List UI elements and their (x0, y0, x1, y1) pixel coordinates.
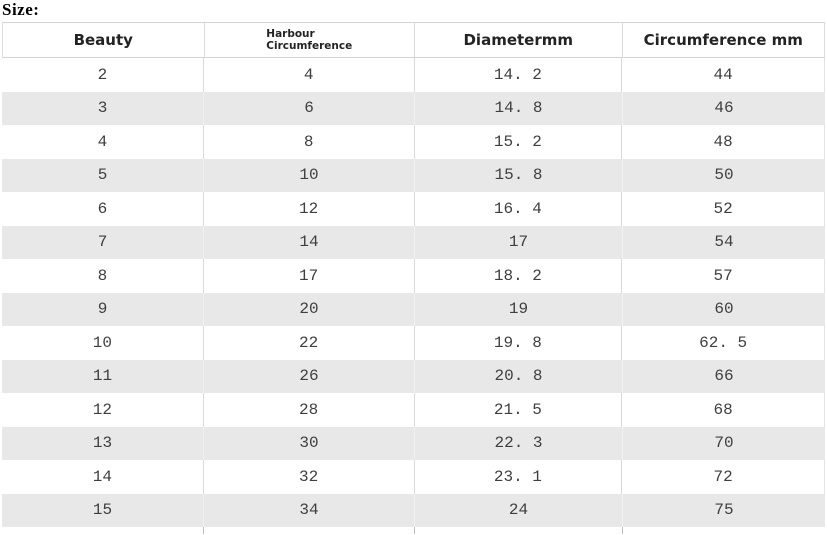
table-cell-harbour: 8 (203, 125, 414, 159)
table-cell-harbour: 34 (203, 494, 414, 528)
table-cell-circumference: 66 (622, 360, 825, 394)
table-cell-beauty: 4 (97, 132, 108, 151)
column-header-harbour-line1: Harbour (266, 28, 315, 40)
table-cell-harbour: 26 (203, 360, 414, 394)
table-cell-diameter: 20. 8 (414, 360, 622, 394)
table-row (2, 125, 825, 159)
table-cell-circumference: 48 (621, 125, 824, 159)
column-header-harbour-circumference (204, 23, 414, 57)
table-row (2, 460, 825, 494)
table-cell-beauty (2, 527, 203, 534)
table-row (2, 226, 825, 260)
table-cell-harbour: 4 (203, 58, 414, 92)
table-row (2, 259, 825, 293)
table-row (2, 293, 825, 327)
table-cell-harbour: 17 (203, 259, 414, 293)
table-cell-circumference: 57 (621, 259, 824, 293)
table-cell-diameter: 21. 5 (414, 393, 622, 427)
table-cell-circumference: 44 (621, 58, 824, 92)
table-cell-diameter: 24 (414, 494, 622, 528)
table-cell-circumference: 68 (621, 393, 824, 427)
column-header-diameter: Diametermm (414, 23, 622, 57)
table-cell-harbour: 28 (203, 393, 414, 427)
table-cell-harbour: 14 (203, 226, 414, 260)
table-row (2, 326, 825, 360)
table-cell-beauty: 7 (97, 233, 108, 252)
table-cell-circumference: 72 (621, 460, 824, 494)
table-cell-diameter: 19. 8 (414, 326, 622, 360)
column-header-beauty: Beauty (73, 31, 133, 49)
table-cell-circumference: 54 (622, 226, 825, 260)
table-cell-diameter: 23. 1 (414, 460, 622, 494)
table-cell-beauty: 8 (97, 266, 108, 285)
table-cell-beauty: 3 (97, 99, 108, 118)
table-row (2, 494, 825, 528)
table-cell-circumference: 70 (622, 427, 825, 461)
table-cell-circumference (622, 527, 825, 534)
table-cell-diameter: 17 (414, 226, 622, 260)
table-row (2, 58, 825, 92)
table-cell-harbour: 6 (203, 92, 414, 126)
table-cell-circumference: 62. 5 (621, 326, 824, 360)
table-cell-diameter: 16. 4 (414, 192, 622, 226)
table-row (2, 360, 825, 394)
table-cell-harbour: 12 (203, 192, 414, 226)
column-header-harbour-text (266, 28, 352, 52)
table-cell-harbour: 10 (203, 159, 414, 193)
table-cell-circumference: 75 (622, 494, 825, 528)
table-cell-beauty: 13 (92, 434, 113, 453)
table-cell-beauty: 10 (92, 333, 112, 352)
table-cell-diameter (414, 527, 622, 534)
column-header-circumference: Circumference mm (622, 23, 825, 57)
table-cell-circumference: 46 (622, 92, 825, 126)
table-cell-beauty: 15 (92, 501, 113, 520)
table-cell-harbour: 20 (203, 293, 414, 327)
table-row-clipped (2, 527, 825, 534)
table-cell-diameter: 19 (414, 293, 622, 327)
table-cell-harbour (203, 527, 414, 534)
table-row (2, 92, 825, 126)
page-title: Size: (2, 0, 40, 19)
table-cell-beauty: 11 (92, 367, 113, 386)
table-cell-diameter: 15. 2 (414, 125, 622, 159)
table-cell-diameter: 14. 2 (414, 58, 622, 92)
table-row (2, 192, 825, 226)
table-cell-harbour: 22 (203, 326, 414, 360)
table-cell-beauty: 5 (97, 166, 108, 185)
table-cell-circumference: 52 (621, 192, 824, 226)
table-cell-beauty: 14 (92, 467, 112, 486)
table-cell-beauty: 2 (97, 65, 108, 84)
table-row (2, 427, 825, 461)
table-cell-beauty: 6 (97, 199, 108, 218)
table-cell-harbour: 30 (203, 427, 414, 461)
table-cell-beauty: 12 (92, 400, 112, 419)
table-row (2, 159, 825, 193)
table-cell-circumference: 50 (622, 159, 825, 193)
table-cell-diameter: 22. 3 (414, 427, 622, 461)
table-cell-diameter: 15. 8 (414, 159, 622, 193)
column-header-harbour-line2: Circumference (266, 40, 353, 52)
table-cell-diameter: 18. 2 (414, 259, 622, 293)
table-header-row (2, 22, 825, 58)
table-cell-diameter: 14. 8 (414, 92, 622, 126)
table-cell-circumference: 60 (622, 293, 825, 327)
table-cell-beauty: 9 (97, 300, 108, 319)
table-row (2, 393, 825, 427)
table-cell-harbour: 32 (203, 460, 414, 494)
size-table (2, 22, 825, 534)
